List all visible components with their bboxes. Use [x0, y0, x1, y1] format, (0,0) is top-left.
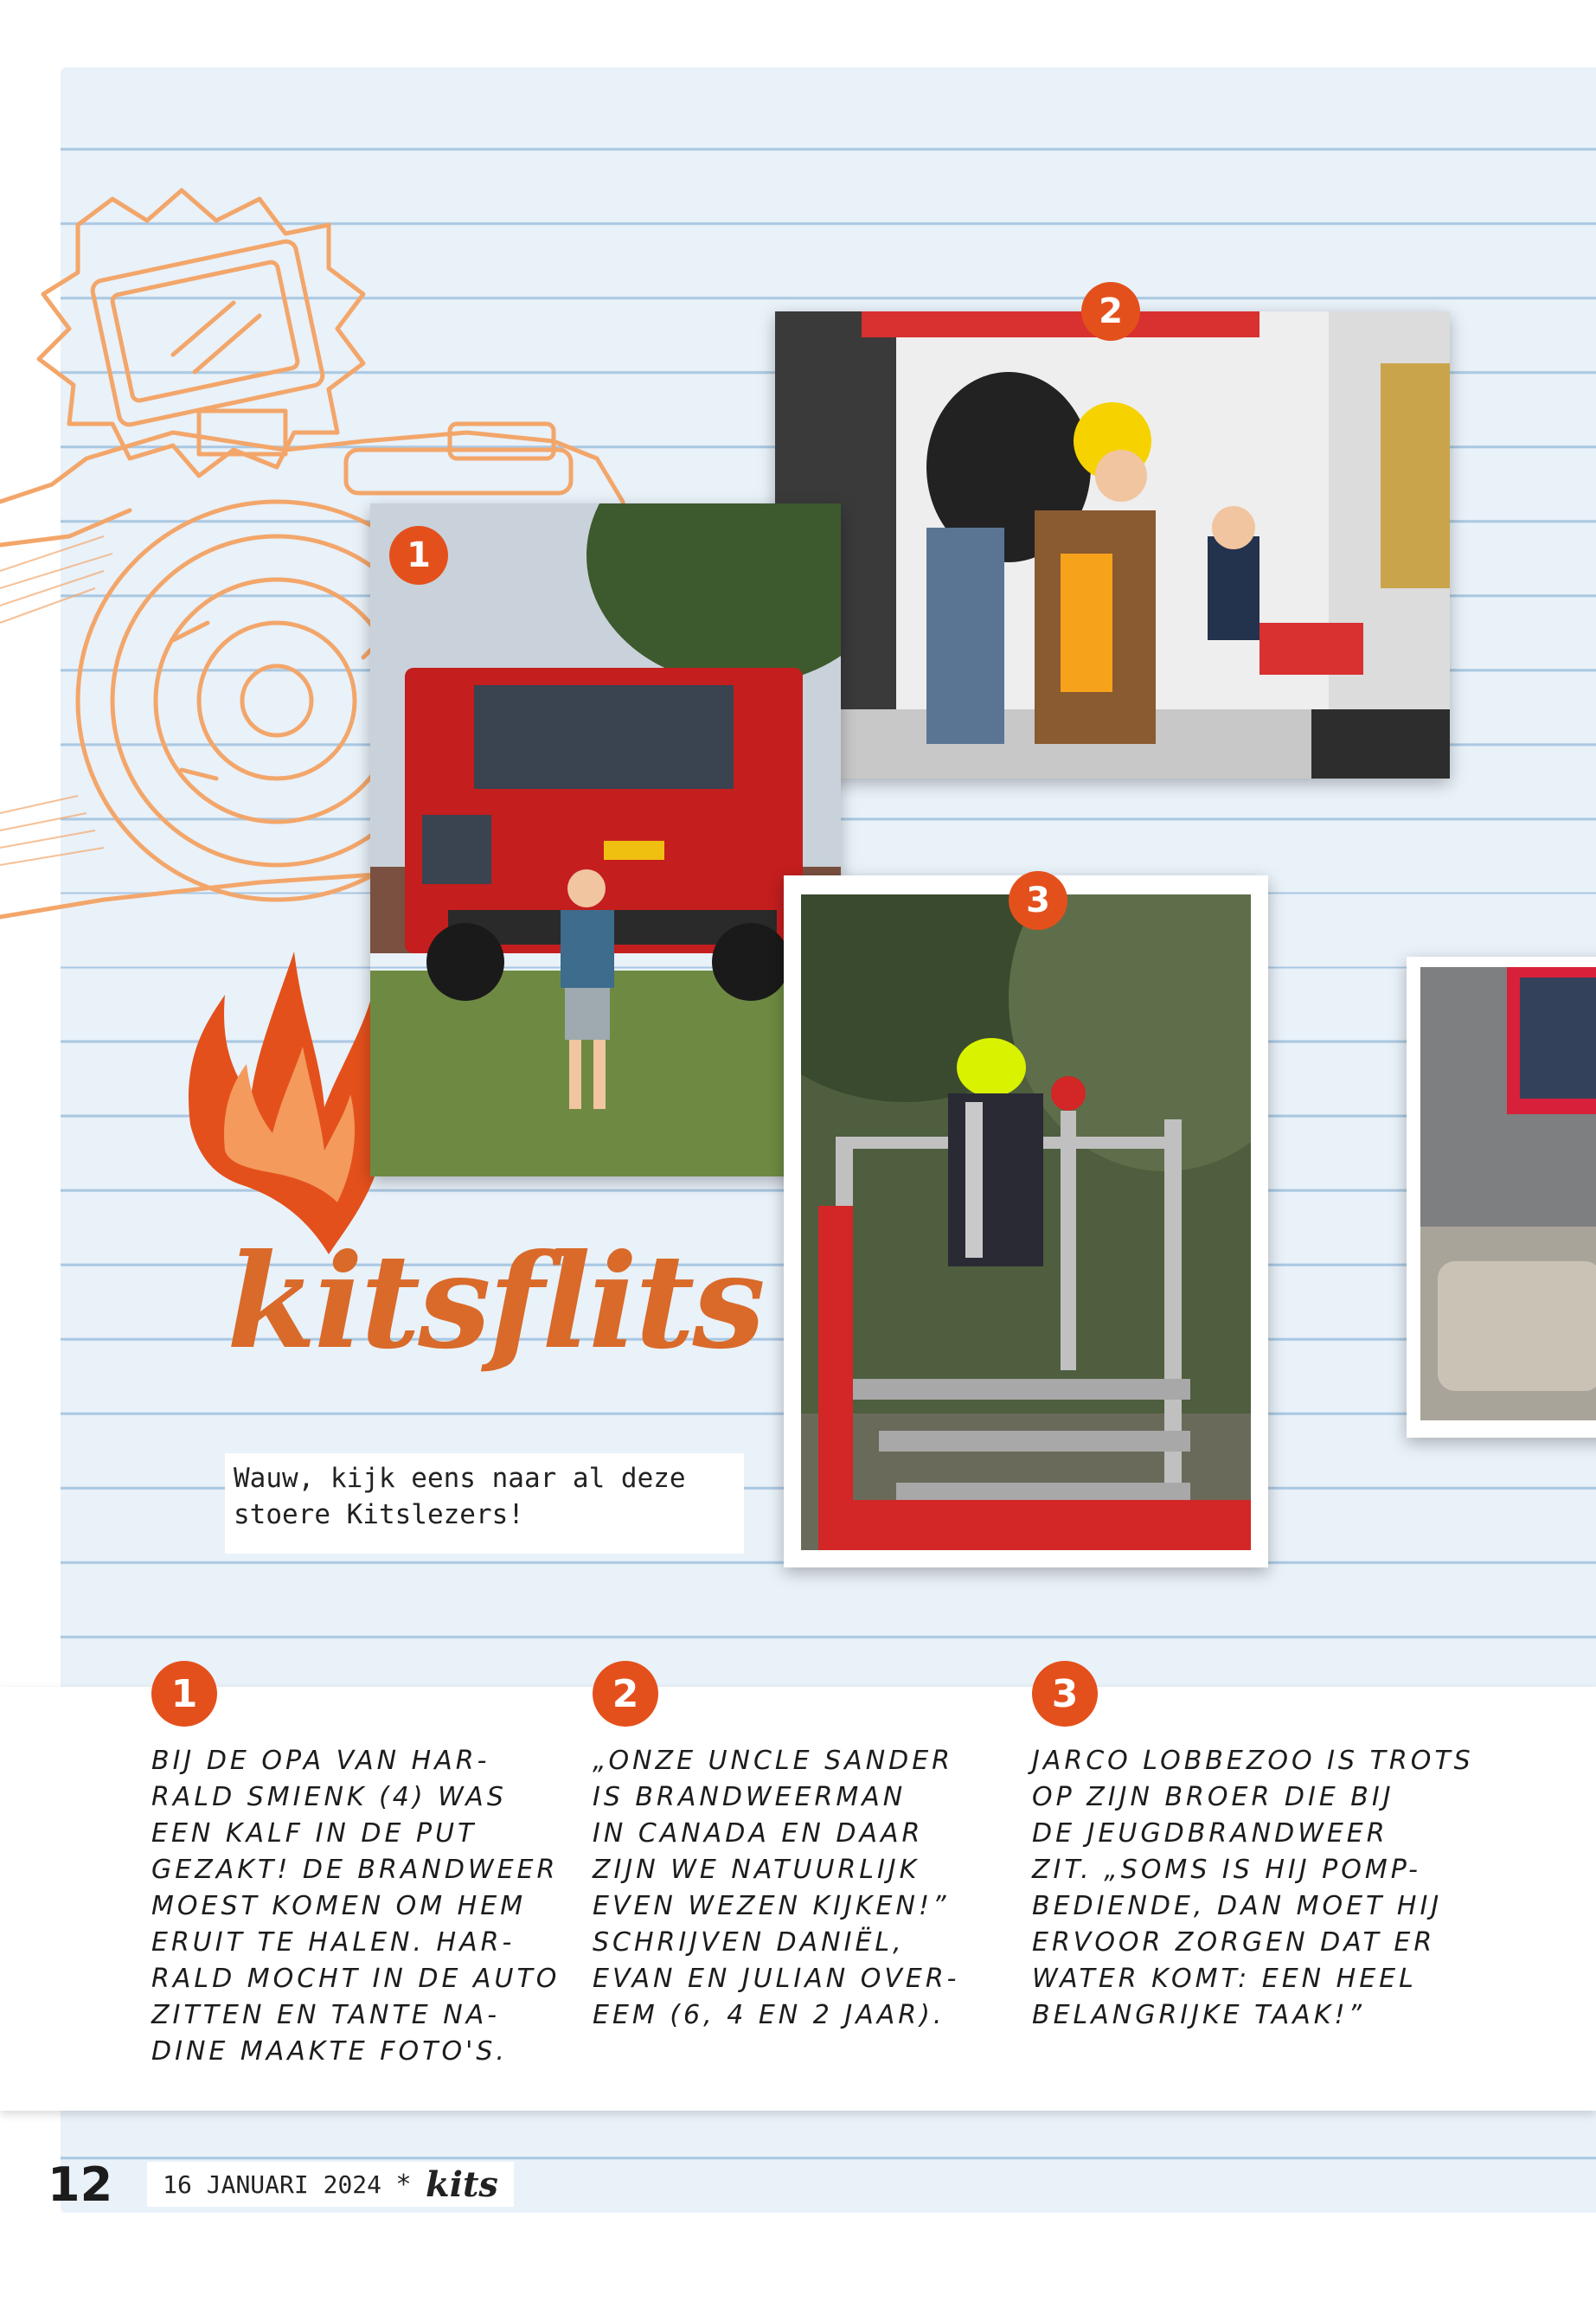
magazine-logo: kits [426, 2163, 498, 2205]
caption-line: ZITTEN EN TANTE NA- [151, 2000, 501, 2030]
caption-line: EEN KALF IN DE PUT [151, 1818, 478, 1849]
photo-4-partial [1407, 957, 1596, 1438]
caption-line: OP ZIJN BROER DIE BIJ [1032, 1782, 1394, 1812]
caption-1-number-badge: 1 [151, 1661, 217, 1727]
photo-3-number-badge: 3 [1009, 871, 1067, 930]
photo-2-number-badge: 2 [1081, 282, 1140, 341]
photo-2-image [775, 311, 1450, 779]
caption-line: BELANGRIJKE TAAK!” [1032, 2000, 1366, 2030]
photo-1-image [370, 503, 841, 1176]
intro-line: stoere Kitslezers! [234, 1499, 524, 1530]
star-separator-icon: * [397, 2169, 411, 2200]
caption-line: EVEN WEZEN KIJKEN!” [593, 1891, 950, 1921]
caption-line: ERVOOR ZORGEN DAT ER [1032, 1927, 1436, 1958]
caption-line: ZIJN WE NATUURLIJK [593, 1855, 920, 1885]
caption-2-number-badge: 2 [593, 1661, 658, 1727]
caption-line: ERUIT TE HALEN. HAR- [151, 1927, 516, 1958]
issue-date: 16 JANUARI 2024 [163, 2170, 382, 2199]
caption-line: WATER KOMT: EEN HEEL [1032, 1964, 1417, 1994]
intro-text [225, 1453, 744, 1554]
photo-3-image [801, 894, 1251, 1550]
caption-line: RALD SMIENK (4) WAS [151, 1782, 507, 1812]
caption-line: GEZAKT! DE BRANDWEER [151, 1855, 559, 1885]
caption-line: EVAN EN JULIAN OVER- [593, 1964, 960, 1994]
caption-line: RALD MOCHT IN DE AUTO [151, 1964, 561, 1994]
intro-line: Wauw, kijk eens naar al deze [234, 1463, 686, 1494]
caption-line: DE JEUGDBRANDWEER [1032, 1818, 1388, 1849]
page-footer [48, 2158, 514, 2210]
caption-line: SCHRIJVEN DANIËL, [593, 1927, 905, 1958]
caption-1 [151, 1743, 567, 2070]
caption-line: „ONZE UNCLE SANDER [593, 1746, 954, 1776]
caption-3-number-badge: 3 [1032, 1661, 1098, 1727]
caption-line: IN CANADA EN DAAR [593, 1818, 924, 1849]
photo-1 [370, 503, 841, 1176]
caption-line: IS BRANDWEERMAN [593, 1782, 907, 1812]
caption-line: DINE MAAKTE FOTO'S. [151, 2036, 508, 2067]
caption-line: BIJ DE OPA VAN HAR- [151, 1746, 490, 1776]
caption-line: EEM (6, 4 EN 2 JAAR). [593, 2000, 945, 2030]
caption-line: ZIT. „SOMS IS HIJ POMP- [1032, 1855, 1421, 1885]
page-number: 12 [48, 2157, 113, 2212]
caption-line: BEDIENDE, DAN MOET HIJ [1032, 1891, 1443, 1921]
photo-1-number-badge: 1 [389, 526, 448, 585]
page-title: kitsflits [227, 1226, 763, 1378]
photo-2 [775, 311, 1450, 779]
caption-3 [1032, 1743, 1474, 2034]
caption-2 [593, 1743, 1008, 2034]
caption-line: MOEST KOMEN OM HEM [151, 1891, 527, 1921]
photo-3 [784, 875, 1268, 1567]
caption-line: JARCO LOBBEZOO IS TROTS [1032, 1746, 1474, 1776]
footer-issue-box [147, 2162, 514, 2207]
photo-4-image [1420, 967, 1596, 1420]
